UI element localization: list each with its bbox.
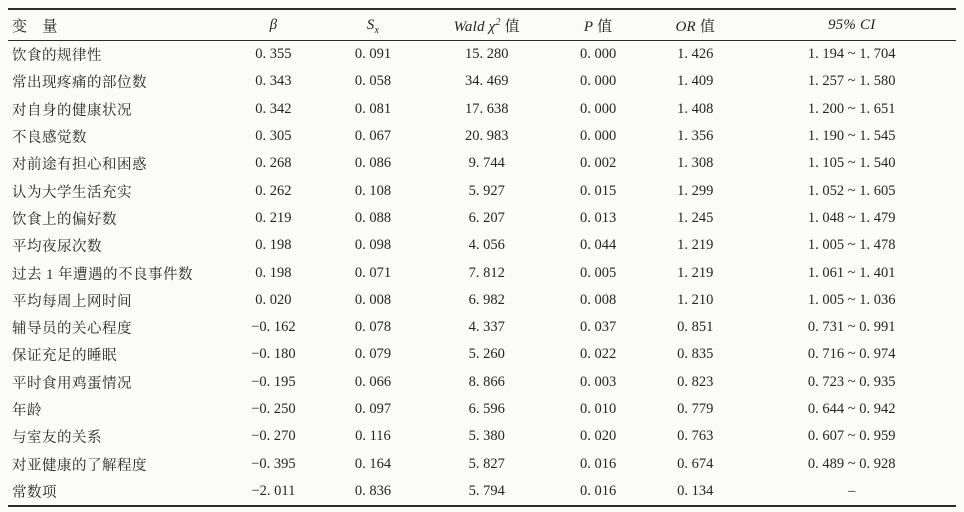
table-body <box>8 41 956 507</box>
sx-cell: 0. 098 <box>354 237 392 254</box>
beta-cell: 0. 342 <box>255 100 292 117</box>
table-row <box>8 123 956 150</box>
wald-chi-symbol: Wald χ <box>453 18 496 35</box>
p-cell: 0. 016 <box>579 455 617 472</box>
table-row <box>8 423 956 450</box>
wald-cell: 6. 596 <box>468 401 505 417</box>
variable-cell: 常出现疼痛的部位数 <box>12 75 147 92</box>
ci-cell: 1. 052 ~ 1. 605 <box>807 182 896 199</box>
wald-cell: 15. 280 <box>464 46 509 63</box>
wald-cell: 4. 056 <box>468 237 505 254</box>
or-cell: 1. 408 <box>677 100 714 117</box>
header-ci <box>747 9 956 41</box>
p-cell: 0. 005 <box>579 264 617 281</box>
header-sx <box>326 9 421 41</box>
table-row <box>8 314 956 341</box>
header-or <box>643 9 747 41</box>
or-cell: 1. 426 <box>677 46 714 63</box>
table-row <box>8 369 956 396</box>
p-cell: 0. 000 <box>579 73 617 90</box>
ci-cell: 1. 194 ~ 1. 704 <box>807 46 896 63</box>
or-cell: 1. 356 <box>677 128 714 145</box>
or-cell: 0. 779 <box>677 401 714 417</box>
wald-cell: 5. 794 <box>468 482 505 499</box>
or-cell: 0. 835 <box>677 346 714 363</box>
variable-cell: 保证充足的睡眠 <box>12 348 117 365</box>
or-cell: 1. 409 <box>677 73 714 90</box>
variable-cell: 对亚健康的了解程度 <box>12 457 147 474</box>
beta-cell: 0. 198 <box>255 264 292 281</box>
beta-cell: 0. 198 <box>255 237 292 254</box>
sx-cell: 0. 067 <box>354 128 392 145</box>
wald-cell: 6. 207 <box>468 209 505 226</box>
ci-label: 95% CI <box>827 16 876 33</box>
ci-cell: 0. 731 ~ 0. 991 <box>807 319 896 336</box>
or-cell: 0. 851 <box>677 319 714 336</box>
variable-cell: 过去 1 年遭遇的不良事件数 <box>12 266 193 283</box>
table-row <box>8 205 956 232</box>
wald-cell: 9. 744 <box>468 155 505 172</box>
table-row <box>8 68 956 95</box>
p-cell: 0. 000 <box>579 46 617 63</box>
table-row <box>8 259 956 286</box>
table-row <box>8 450 956 477</box>
header-wald <box>420 9 553 41</box>
beta-cell: −0. 395 <box>251 455 296 472</box>
variable-cell: 平时食用鸡蛋情况 <box>12 375 132 392</box>
beta-cell: −2. 011 <box>251 482 296 499</box>
p-symbol: P <box>583 18 594 35</box>
header-variable: 变 量 <box>8 9 221 41</box>
p-cell: 0. 037 <box>579 319 617 336</box>
ci-cell: 1. 005 ~ 1. 036 <box>807 291 896 308</box>
beta-cell: 0. 268 <box>255 155 292 172</box>
variable-cell: 认为大学生活充实 <box>12 184 132 201</box>
table-row <box>8 150 956 177</box>
beta-cell: −0. 180 <box>251 346 296 363</box>
ci-cell: 0. 607 ~ 0. 959 <box>807 428 896 445</box>
ci-cell: 1. 200 ~ 1. 651 <box>807 100 896 117</box>
sx-cell: 0. 071 <box>354 264 392 281</box>
ci-cell: 1. 257 ~ 1. 580 <box>807 73 896 90</box>
variable-cell: 对前途有担心和困惑 <box>12 157 147 174</box>
p-cell: 0. 000 <box>579 128 617 145</box>
variable-cell: 饮食上的偏好数 <box>12 211 117 228</box>
ci-cell: 1. 190 ~ 1. 545 <box>807 128 896 145</box>
variable-cell: 常数项 <box>12 484 57 501</box>
ci-cell: 0. 716 ~ 0. 974 <box>807 346 896 363</box>
variable-cell: 平均每周上网时间 <box>12 293 132 310</box>
or-cell: 1. 210 <box>677 291 714 308</box>
wald-cell: 7. 812 <box>468 264 505 281</box>
wald-cell: 6. 982 <box>468 291 505 308</box>
p-cell: 0. 015 <box>579 182 617 199</box>
or-cell: 0. 763 <box>677 428 714 445</box>
sx-cell: 0. 086 <box>354 155 392 172</box>
table-row <box>8 287 956 314</box>
wald-cell: 4. 337 <box>468 319 505 336</box>
sx-cell: 0. 058 <box>354 73 392 90</box>
table-row <box>8 41 956 69</box>
table-row <box>8 232 956 259</box>
variable-cell: 对自身的健康状况 <box>12 102 132 119</box>
beta-cell: −0. 195 <box>251 373 296 390</box>
wald-cell: 20. 983 <box>464 128 509 145</box>
variable-cell: 不良感觉数 <box>12 130 87 147</box>
beta-cell: 0. 355 <box>255 46 292 63</box>
or-cell: 0. 134 <box>677 482 714 499</box>
table-row <box>8 341 956 368</box>
wald-suffix: 值 <box>500 18 520 35</box>
wald-cell: 17. 638 <box>464 100 509 117</box>
table-row <box>8 177 956 204</box>
ci-cell: 1. 005 ~ 1. 478 <box>807 237 896 254</box>
ci-cell: – <box>848 482 856 499</box>
wald-cell: 5. 927 <box>468 182 505 199</box>
beta-cell: −0. 270 <box>251 428 296 445</box>
sx-cell: 0. 066 <box>354 373 392 390</box>
wald-cell: 5. 380 <box>468 428 505 445</box>
header-row <box>8 9 956 41</box>
sx-cell: 0. 097 <box>354 401 392 417</box>
table-header <box>8 9 956 41</box>
p-cell: 0. 000 <box>579 100 617 117</box>
wald-cell: 8. 866 <box>468 373 505 390</box>
sx-cell: 0. 008 <box>354 291 392 308</box>
header-p <box>553 9 643 41</box>
sx-cell: 0. 108 <box>354 182 392 199</box>
or-suffix: 值 <box>695 18 716 35</box>
sx-symbol: S <box>366 16 375 33</box>
sx-cell: 0. 078 <box>354 319 392 336</box>
beta-cell: 0. 262 <box>255 182 292 199</box>
sx-cell: 0. 836 <box>354 482 392 499</box>
ci-cell: 0. 644 ~ 0. 942 <box>807 401 896 417</box>
or-cell: 1. 308 <box>677 155 714 172</box>
table-row <box>8 396 956 423</box>
or-cell: 1. 219 <box>677 237 714 254</box>
or-cell: 1. 299 <box>677 182 714 199</box>
ci-cell: 1. 048 ~ 1. 479 <box>807 209 896 226</box>
sx-cell: 0. 081 <box>354 100 392 117</box>
p-cell: 0. 013 <box>579 209 617 226</box>
variable-cell: 平均夜尿次数 <box>12 239 102 256</box>
ci-cell: 1. 061 ~ 1. 401 <box>807 264 896 281</box>
wald-cell: 34. 469 <box>464 73 509 90</box>
beta-cell: 0. 343 <box>255 73 292 90</box>
beta-cell: −0. 250 <box>251 401 296 417</box>
table-row <box>8 478 956 506</box>
p-cell: 0. 003 <box>579 373 617 390</box>
wald-superscript: 2 <box>495 16 501 28</box>
sx-cell: 0. 079 <box>354 346 392 363</box>
wald-cell: 5. 827 <box>468 455 505 472</box>
wald-cell: 5. 260 <box>468 346 505 363</box>
variable-cell: 饮食的规律性 <box>12 48 102 65</box>
regression-table <box>8 8 956 507</box>
sx-cell: 0. 116 <box>355 428 391 445</box>
sx-cell: 0. 088 <box>354 209 392 226</box>
ci-cell: 0. 723 ~ 0. 935 <box>807 373 896 390</box>
beta-cell: 0. 219 <box>255 209 292 226</box>
variable-cell: 辅导员的关心程度 <box>12 321 132 338</box>
or-cell: 0. 823 <box>677 373 714 390</box>
variable-cell: 与室友的关系 <box>12 430 102 447</box>
beta-cell: −0. 162 <box>251 319 296 336</box>
ci-cell: 1. 105 ~ 1. 540 <box>807 155 896 172</box>
or-cell: 1. 245 <box>677 209 714 226</box>
table-row <box>8 96 956 123</box>
sx-cell: 0. 091 <box>354 46 392 63</box>
beta-cell: 0. 020 <box>255 291 292 308</box>
ci-cell: 0. 489 ~ 0. 928 <box>807 455 896 472</box>
sx-subscript: x <box>374 24 380 36</box>
beta-symbol: β <box>269 16 278 33</box>
p-suffix: 值 <box>593 18 613 35</box>
p-cell: 0. 020 <box>579 428 617 445</box>
variable-cell: 年龄 <box>12 403 42 419</box>
p-cell: 0. 002 <box>579 155 617 172</box>
p-cell: 0. 016 <box>579 482 617 499</box>
or-cell: 1. 219 <box>677 264 714 281</box>
p-cell: 0. 010 <box>579 401 617 417</box>
or-symbol: OR <box>675 18 696 35</box>
p-cell: 0. 008 <box>579 291 617 308</box>
beta-cell: 0. 305 <box>255 128 292 145</box>
sx-cell: 0. 164 <box>354 455 392 472</box>
header-beta <box>221 9 325 41</box>
p-cell: 0. 044 <box>579 237 617 254</box>
p-cell: 0. 022 <box>579 346 617 363</box>
or-cell: 0. 674 <box>677 455 714 472</box>
